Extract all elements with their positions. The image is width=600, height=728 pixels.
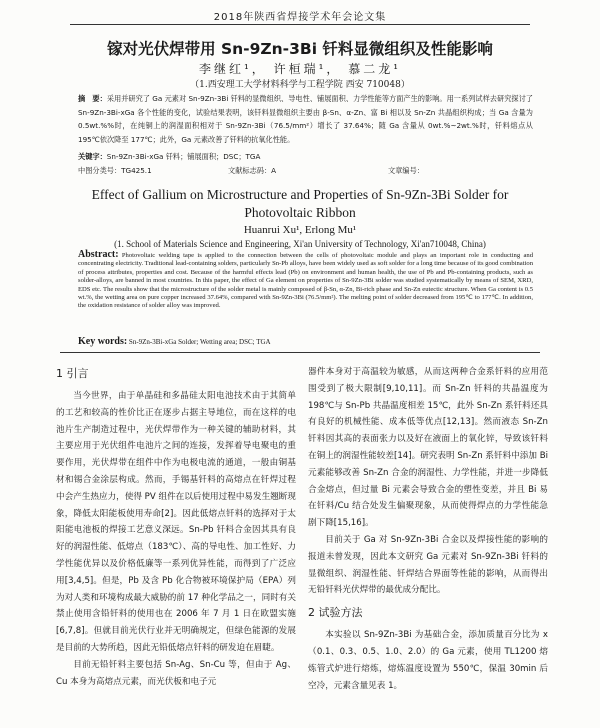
methods-paragraph-1: 本实验以 Sn-9Zn-3Bi 为基础合金，添加质量百分比为 x（0.1、0.3、0.5、1.0、2.0）的 Ga 元素，使用 TL1200 熔炼管式炉进行熔炼，熔炼温度设置为 550℃，保温 30min 后空冷，元素含量见表 1。	[308, 630, 548, 691]
english-title: Effect of Gallium on Microstructure and Properties of Sn-9Zn-3Bi Solder for Photovoltaic Ribbon	[91, 187, 509, 220]
english-keywords-text: Sn-9Zn-3Bi-xGa Solder; Wetting area; DSC; TGA	[128, 338, 271, 346]
english-affiliation: (1. School of Materials Science and Engineering, Xi'an University of Technology, Xi'an710048, China)	[114, 239, 486, 249]
chinese-keywords-text: Sn-9Zn-3Bi-xGa 钎料；铺展面积；DSC；TGA	[106, 152, 261, 161]
right-column	[308, 364, 548, 728]
chinese-keywords-label: 关键字：	[78, 152, 107, 161]
english-authors: Huanrui Xu¹, Erlong Mu¹	[243, 224, 357, 236]
intro-paragraph-2: 目前无铅钎料主要包括 Sn-Ag、Sn-Cu 等，但由于 Ag、Cu 本身为高熔点元素，而光伏板和电子元	[56, 659, 296, 687]
chinese-affiliation: （1.西安理工大学材料科学与工程学院 西安 710048）	[190, 80, 410, 90]
chinese-abstract-text: 采用并研究了 Ga 元素对 Sn-9Zn-3Bi 钎料的显微组织、导电性、铺展面积、力学性能等方面产生的影响。用一系列试样去研究探讨了 Sn-9Zn-3Bi-xGa 各个性能的变化，试验结果表明，该钎料显微组织主要由 β-Sn、α-Zn、富 Bi 相以及 Sn-Zn 共晶组织构成；当 Ga 含量为 0.5wt.%%时，在纯铜上的润湿面积相对于 Sn-9Zn-3Bi（76.5/mm²）增长了 37.64%；随 Ga 含量从 0wt.%~2wt.%时，钎料熔点从 195℃依次降至 177℃；此外，Ga 元素改善了钎料的抗氧化性能。	[78, 94, 533, 144]
intro-paragraph-3: 器件本身对于高温较为敏感，从而这两种合金系钎料的应用范围受到了极大限制[9,10,11]。而 Sn-Zn 钎料的共晶温度为 198℃与 Sn-Pb 共晶温度相差 15℃，此外 Sn-Zn 系钎料还具有良好的机械性能、成本低等优点[12,13]。然而液态 Sn-Zn 钎料因其高的表面张力以及好在液面上的氧化锌，导致该钎料在铜上的润湿性能较差[14]。研究表明 Sn-Zn 系钎料中添加 Bi 元素能够改善 Sn-Zn 合金的润湿性、力学性能，并进一步降低合金熔点，但过量 Bi 元素会导致合金的塑性变差，并且 Bi 易在钎料/Cu 结合处发生偏聚现象，从而使得焊点的力学性能急剧下降[15,16]。	[308, 367, 548, 529]
chinese-keywords	[78, 152, 260, 162]
left-column	[56, 360, 296, 728]
chinese-abstract	[78, 92, 533, 146]
chinese-authors: 李继红¹， 许桓瑞¹， 慕二龙¹	[198, 62, 402, 76]
chinese-title: 镓对光伏焊带用 Sn-9Zn-3Bi 钎料显微组织及性能影响	[107, 40, 493, 58]
english-abstract-text: Photovoltaic welding tape is applied to the connection between the cells of photovoltaic module and plays an important role in conducting and concentrating electricity. Traditional lead-containing solders, particularly Sn-Pb alloys, have been widely used as soft solder for a long time because of its good combination of process attributes, properties and cost. Because of the harmful effects lead (Pb) on environment and human health, the use of Pb and Pb-containing products, such as solder-alloys, are banned in most countries. In this paper, the effect of Ga element on properties of Sn-9Zn-3Bi solder was studied systematically by means of SEM, XRD, EDS etc. The results show that the microstructure of the solder metal is mainly composed of β-Sn, α-Zn, Bi-rich phase and Sn-Zn eutectic structure. When Ga content is 0.5 wt.%, the wetting area on pure copper increased 37.64%, compared with Sn-9Zn-3Bi (76.5/mm²). The melting point of solder decreased from 195℃ to 177℃. In addition, the oxidation resistance of solder alloy was improved.	[78, 252, 533, 310]
section-2-heading: 2 试验方法	[308, 606, 363, 620]
section-1-heading: 1 引言	[56, 367, 89, 380]
classification-line	[78, 166, 533, 176]
header-rule	[70, 24, 530, 25]
intro-paragraph-1: 当今世界，由于单晶硅和多晶硅太阳电池技术由于其简单的工艺和较高的性价比正在逐步占据主导地位，而在这样的电池片生产制造过程中，光伏焊带作为一种关键的辅助材料，其主要应用于光伏组件电池片之间的连接，发挥着导电聚电的重要作用，光伏焊带在组件中作为电极电流的通道，一般由铜基材和锡合金涂层构成。然而，手锡基钎料的高熔点在钎焊过程中会产生热应力，使得 PV 组件在以后使用过程中易发生翘断现象，降低太阳能板使用寿命[2]。因此低熔点钎料的选择对于太阳能电池板的焊接工艺意义深远。Sn-Pb 钎料合金因其具有良好的润湿性能、低熔点（183℃）、高的导电性、加工性好、力学性能优异以及价格低廉等一系列优异性能，而得到了广泛应用[3,4,5]。但是，Pb 及含 Pb 化合物被环境保护局（EPA）列为对人类和环境构成最大威胁的前 17 种化学品之一，同时有关禁止使用含铅钎料的使用也在 2006 年 7 月 1 日在欧盟实施[6,7,8]。但就目前光伏行业并无明确规定，但绿色能源的发展是目前的大势所趋，因此无铅低熔点钎料的研发迫在眉睫。	[56, 391, 296, 653]
english-keywords	[78, 336, 271, 347]
document-code: 文献标志码：A	[228, 166, 277, 175]
section-rule	[60, 352, 540, 353]
english-abstract-label: Abstract:	[78, 249, 119, 260]
english-keywords-label: Key words:	[78, 336, 128, 347]
chinese-abstract-label: 摘 要：	[78, 94, 107, 103]
running-header: 2018年陕西省焊接学术年会论文集	[213, 12, 387, 23]
clc-number: 中图分类号：TG425.1	[78, 166, 152, 175]
article-number: 文章编号：	[388, 166, 424, 175]
english-abstract	[78, 251, 533, 311]
intro-paragraph-4: 目前关于 Ga 对 Sn-9Zn-3Bi 合金以及焊接性能的影响的报道未曾发现，因此本文研究 Ga 元素对 Sn-9Zn-3Bi 钎料的显微组织、润湿性能、钎焊结合界面等性能的影响，从而得出无铅钎料光伏焊带的最优成分配比。	[308, 534, 548, 596]
